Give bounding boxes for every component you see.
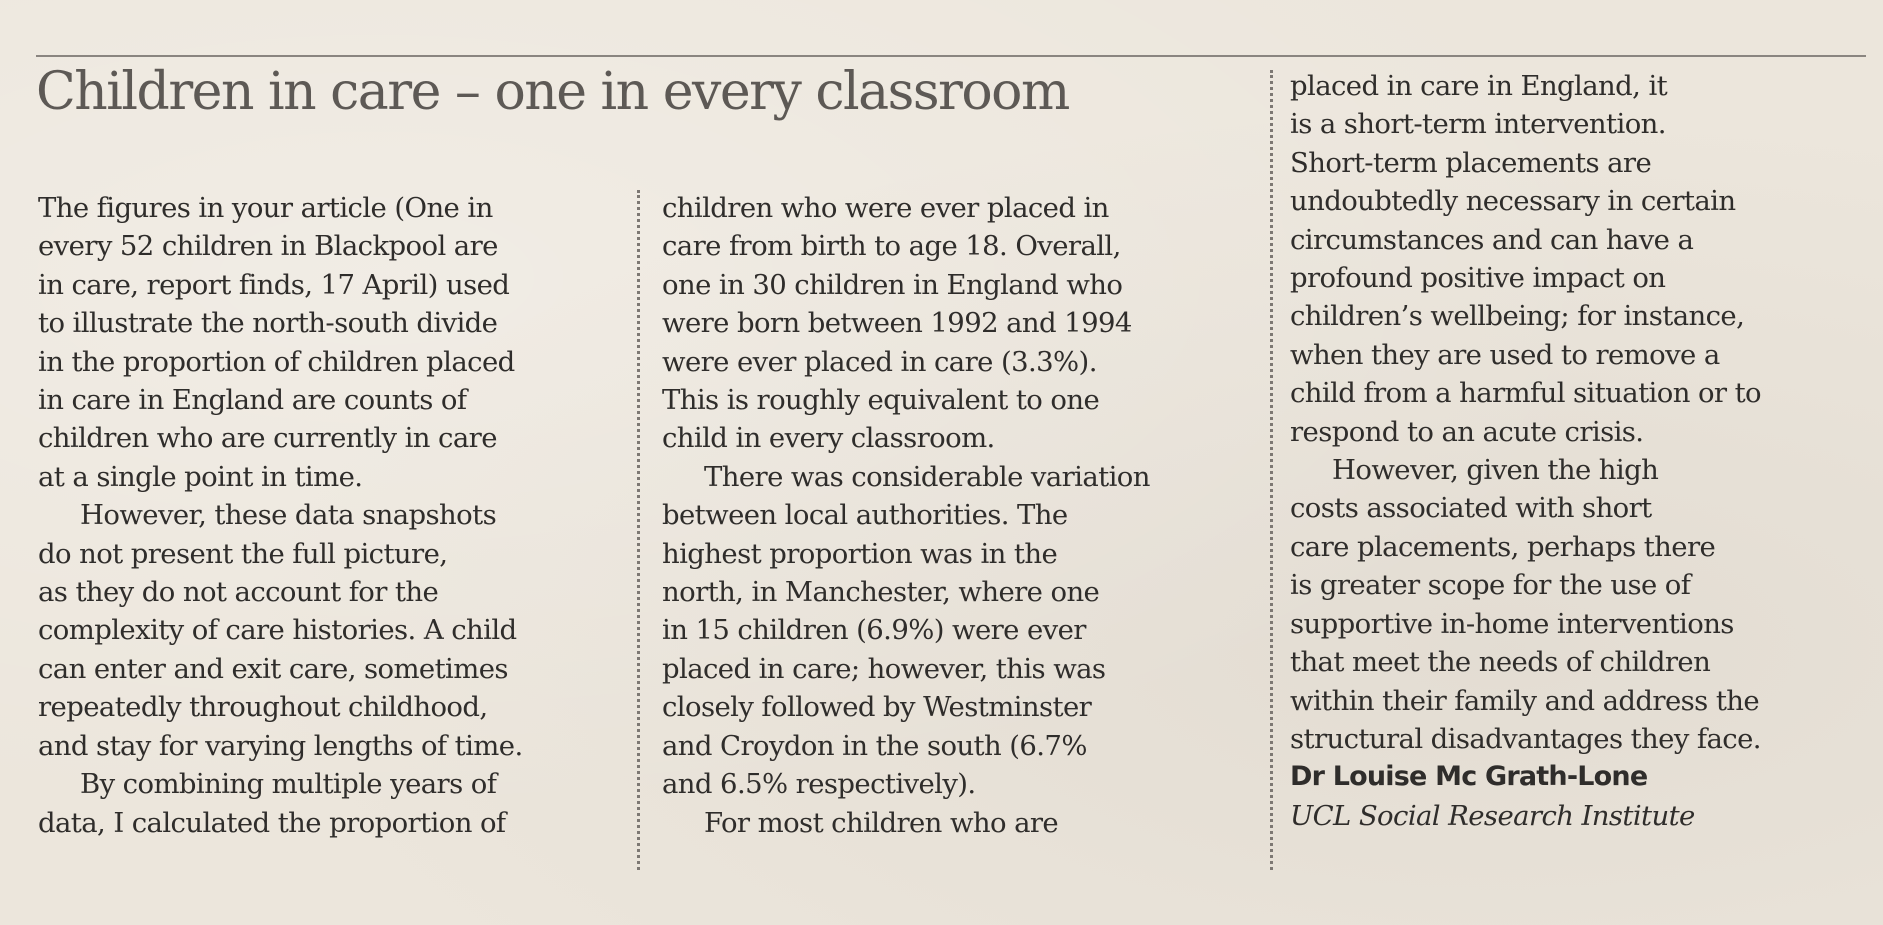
body-line: care placements, perhaps there [1290,530,1716,563]
body-line: undoubtedly necessary in certain [1290,185,1736,218]
body-line: every 52 children in Blackpool are [38,230,498,263]
column-2 [662,189,1262,842]
body-line: when they are used to remove a [1290,338,1720,371]
body-line: data, I calculated the proportion of [38,806,506,839]
body-line: one in 30 children in England who [662,268,1123,301]
body-line: do not present the full picture, [38,537,448,570]
body-line: repeatedly throughout childhood, [38,691,488,724]
body-line: at a single point in time. [38,460,363,493]
body-line: For most children who are [704,806,1059,839]
body-line: By combining multiple years of [80,768,497,801]
column-divider [637,190,640,870]
body-line: circumstances and can have a [1290,223,1694,256]
body-line: were born between 1992 and 1994 [662,307,1132,340]
body-line: and 6.5% respectively). [662,768,976,801]
author-affiliation: UCL Social Research Institute [1290,799,1695,832]
author-name: Dr Louise Mc Grath-Lone [1290,761,1648,793]
body-line: child in every classroom. [662,422,995,455]
body-line: north, in Manchester, where one [662,576,1100,609]
body-line: in care, report finds, 17 April) used [38,268,510,301]
body-line: in the proportion of children placed [38,345,515,378]
body-line: to illustrate the north-south divide [38,307,498,340]
body-line: supportive in-home interventions [1290,607,1734,640]
body-line: closely followed by Westminster [662,691,1092,724]
body-line: and stay for varying lengths of time. [38,729,523,762]
body-line: However, given the high [1332,454,1659,487]
body-line: in care in England are counts of [38,384,467,417]
body-line: care from birth to age 18. Overall, [662,230,1121,263]
body-line: between local authorities. The [662,499,1068,532]
column-divider [1270,70,1273,870]
body-line: child from a harmful situation or to [1290,377,1762,410]
body-line: Short-term placements are [1290,146,1652,179]
body-line: is a short-term intervention. [1290,108,1666,141]
body-line: were ever placed in care (3.3%). [662,345,1097,378]
body-line: children’s wellbeing; for instance, [1290,300,1745,333]
body-line: placed in care; however, this was [662,652,1106,685]
headline: Children in care – one in every classroom [36,62,1069,122]
body-line: respond to an acute crisis. [1290,415,1644,448]
body-line: within their family and address the [1290,684,1760,717]
column-3 [1290,67,1865,835]
column-1 [38,189,628,842]
body-line: complexity of care histories. A child [38,614,517,647]
body-line: The figures in your article (One in [38,192,493,224]
body-line: that meet the needs of children [1290,646,1711,679]
body-line: structural disadvantages they face. [1290,722,1761,755]
body-line: costs associated with short [1290,492,1652,525]
body-line: is greater scope for the use of [1290,569,1691,602]
body-line: in 15 children (6.9%) were ever [662,614,1086,647]
body-line: highest proportion was in the [662,537,1058,570]
body-line: can enter and exit care, sometimes [38,652,508,685]
body-line: children who are currently in care [38,422,497,455]
body-line: children who were ever placed in [662,192,1109,224]
body-line: There was considerable variation [704,460,1150,493]
body-line: This is roughly equivalent to one [662,384,1100,417]
body-line: and Croydon in the south (6.7% [662,729,1087,762]
body-line: However, these data snapshots [80,499,497,532]
top-rule [36,55,1866,57]
body-line: profound positive impact on [1290,262,1666,295]
body-line: as they do not account for the [38,576,439,609]
body-line: placed in care in England, it [1290,70,1668,102]
